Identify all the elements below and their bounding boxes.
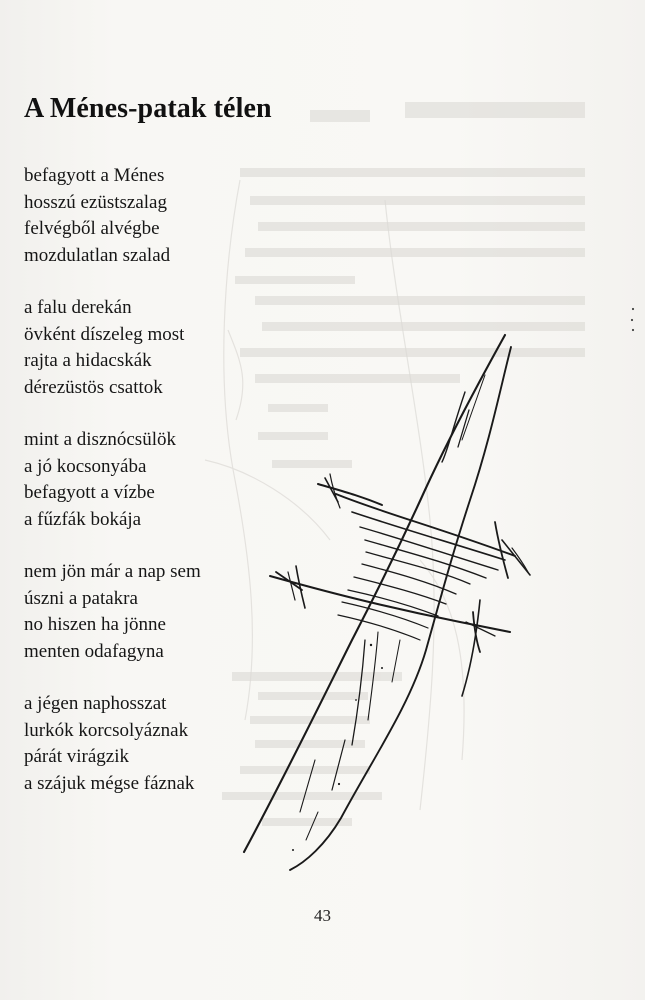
poem-line: a jó kocsonyába — [24, 455, 147, 477]
poem-line: a fűzfák bokája — [24, 508, 142, 530]
poem-line: mint a disznócsülök — [24, 429, 176, 450]
poem-line: mozdulatlan szalad — [24, 244, 171, 266]
poem-line: nem jön már a nap sem — [24, 561, 201, 582]
page-number: 43 — [314, 906, 331, 925]
poem-line: a falu derekán — [24, 297, 132, 318]
poem-line: befagyott a Ménes — [24, 165, 165, 186]
margin-dots-icon — [628, 306, 638, 336]
poem-line: felvégből alvégbe — [24, 218, 160, 239]
poem-line: övként díszeleg most — [24, 323, 185, 345]
poem-line: úszni a patakra — [24, 587, 138, 609]
poem-line: a szájuk mégse fáznak — [24, 772, 195, 794]
poem-line: menten odafagyna — [24, 640, 164, 662]
poem-line: dérezüstös csattok — [24, 376, 163, 398]
poem-line: lurkók korcsolyáznak — [24, 719, 189, 741]
poem-line: rajta a hidacskák — [24, 350, 152, 371]
poem-title: A Ménes-patak télen — [24, 93, 272, 124]
poem-line: párát virágzik — [24, 746, 129, 767]
poem-line: a jégen naphosszat — [24, 693, 167, 714]
poem-line: befagyott a vízbe — [24, 482, 155, 503]
poem-line: hosszú ezüstszalag — [24, 191, 167, 213]
poem-line: no hiszen ha jönne — [24, 614, 166, 635]
